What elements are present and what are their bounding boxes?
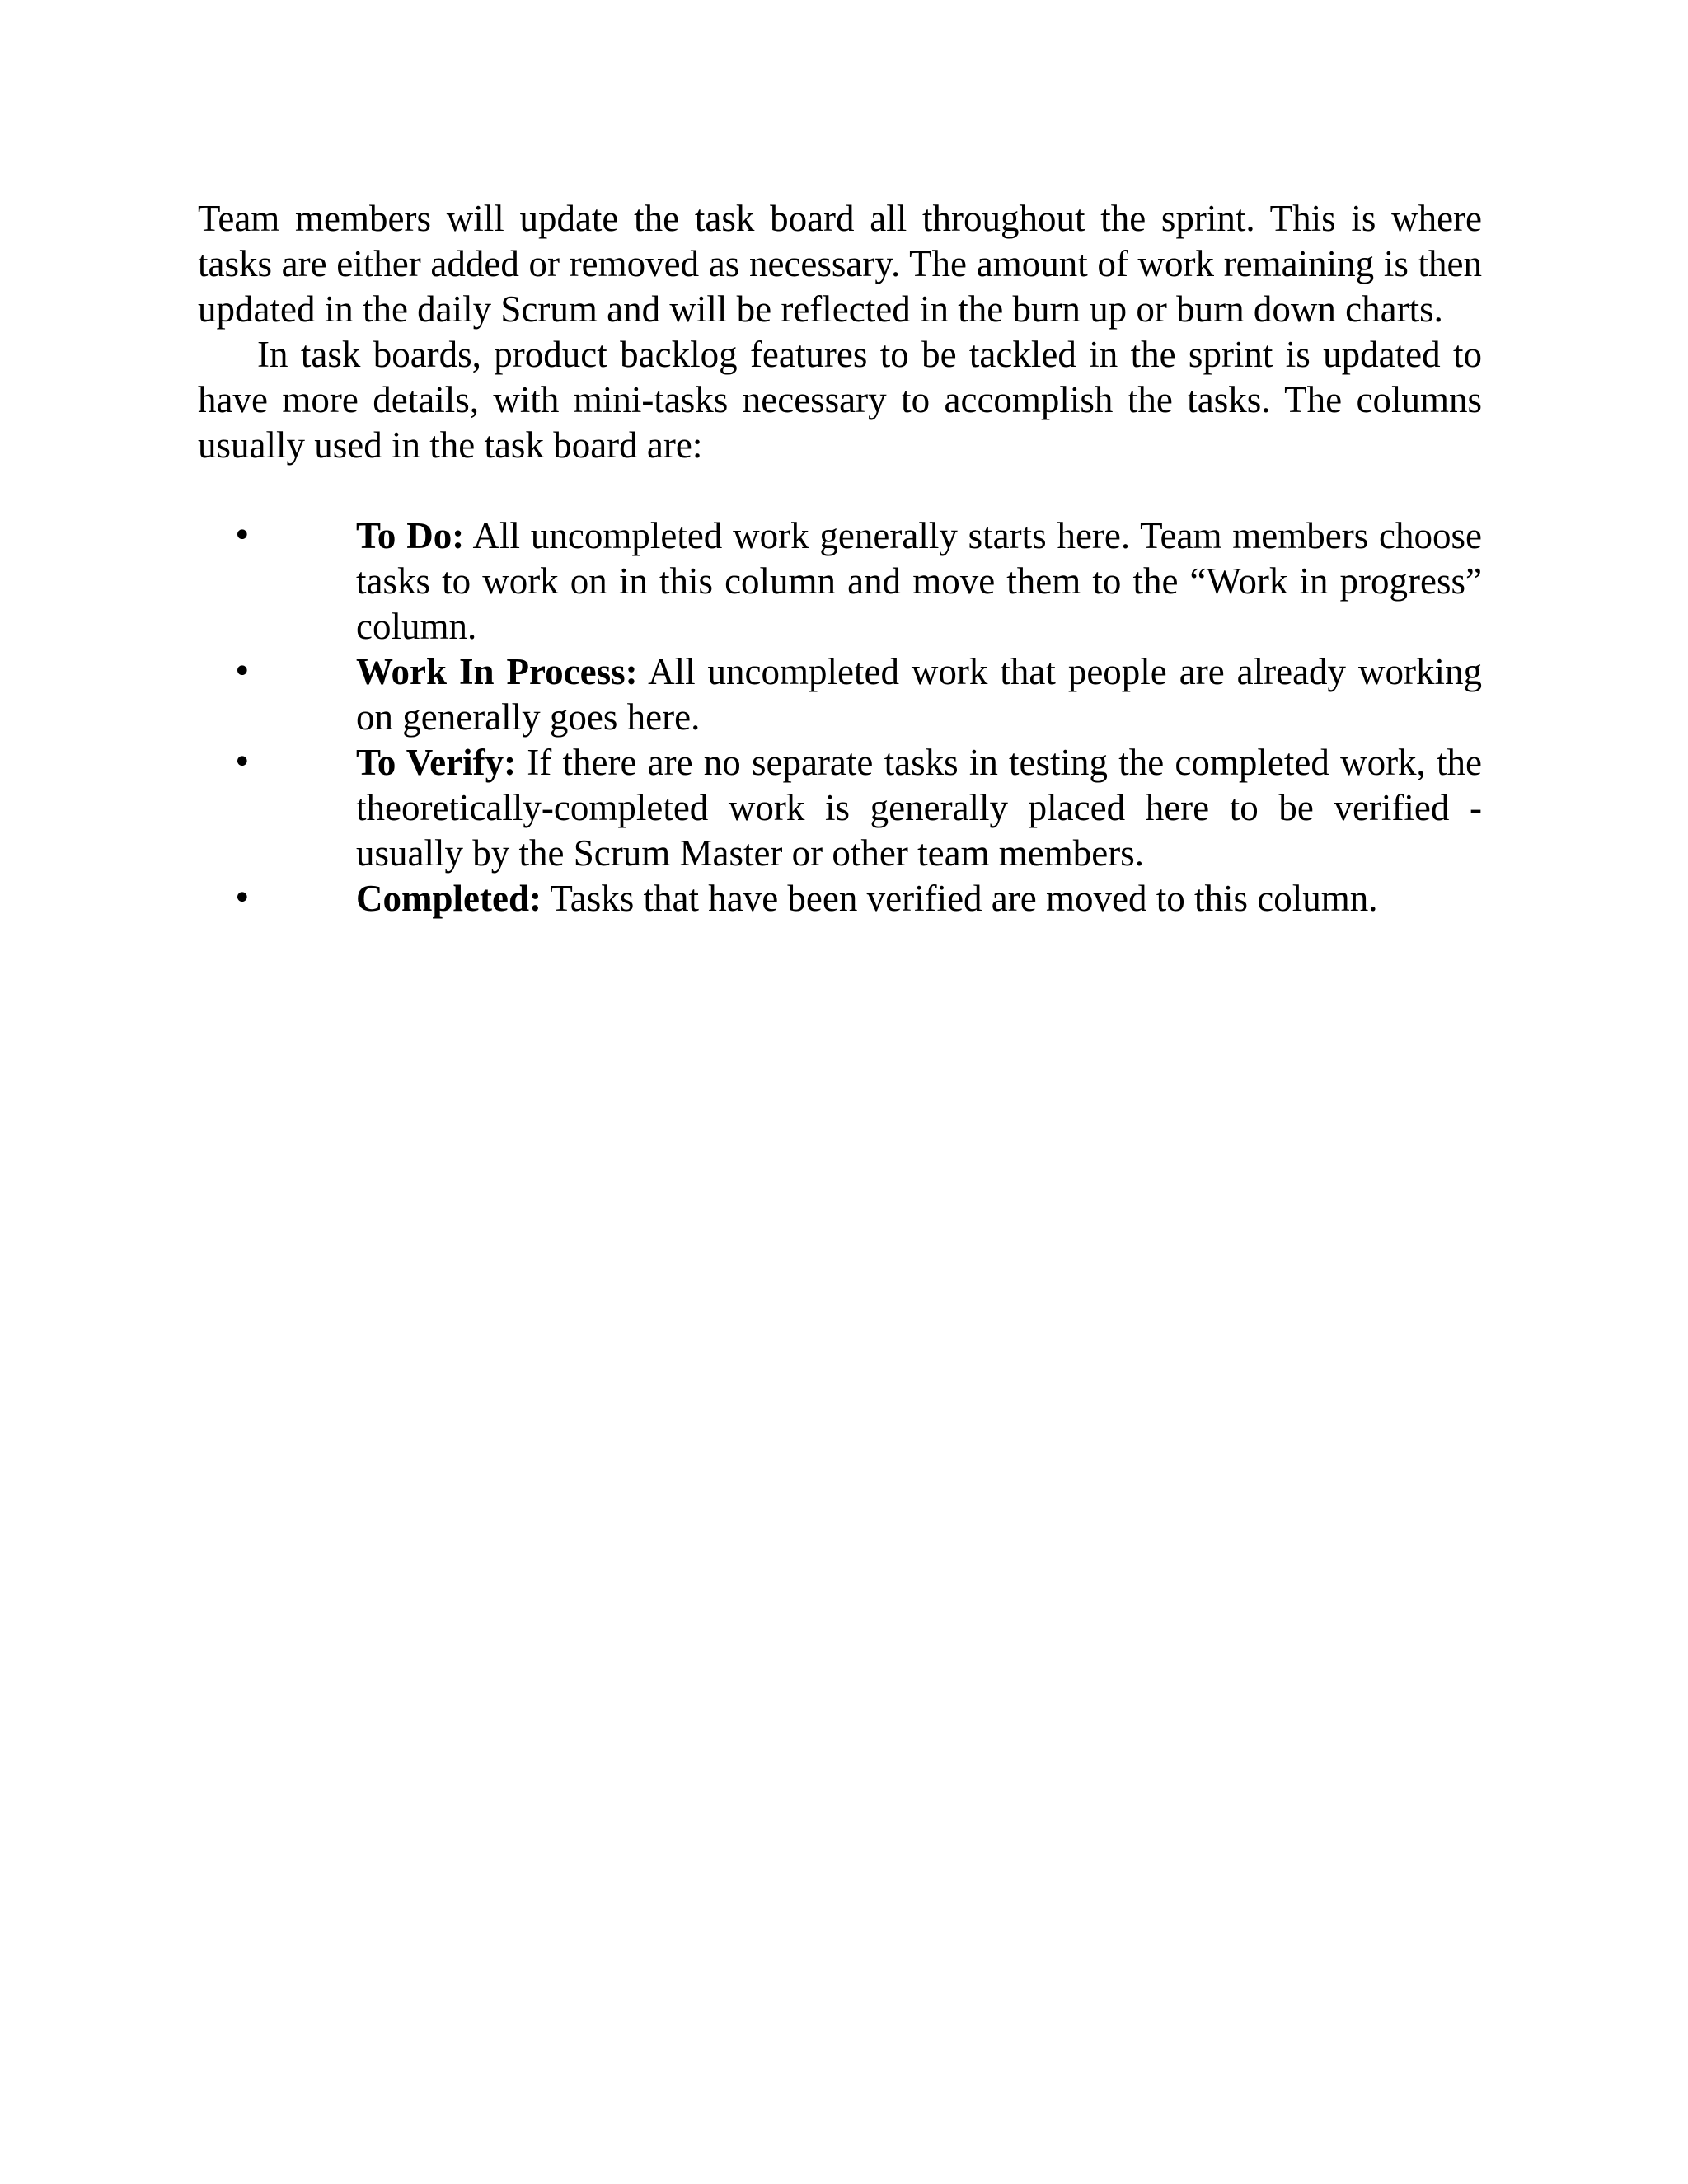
- bullet-icon: •: [232, 879, 252, 917]
- bullet-icon: •: [232, 653, 252, 691]
- list-item-text: If there are no separate tasks in testing the completed work, the theoretically-completed work is generally placed here to be verified - usually by the Scrum Master or other team members.: [356, 742, 1482, 874]
- document-body: [198, 196, 1482, 921]
- list-item-to-do: [198, 513, 1482, 649]
- list-item-term: Work In Process:: [356, 651, 638, 692]
- list-item-work-in-process: [198, 649, 1482, 740]
- bullet-icon: •: [232, 743, 252, 781]
- bullet-icon: •: [232, 517, 252, 555]
- paragraph-task-board-columns: In task boards, product backlog features to be tackled in the sprint is updated to have more details, with mini-tasks necessary to accomplish the tasks. The columns usually used in the task board are:: [198, 334, 1482, 466]
- list-item-completed: [198, 876, 1482, 921]
- list-item-text: All uncompleted work that people are already working on generally goes here.: [356, 651, 1482, 738]
- list-item-text: All uncompleted work generally starts here. Team members choose tasks to work on in this column and move them to the “Work in progress” column.: [356, 515, 1482, 647]
- task-board-columns-list: [198, 513, 1482, 921]
- list-item-term: To Do:: [356, 515, 465, 556]
- list-item-to-verify: [198, 740, 1482, 876]
- list-item-term: To Verify:: [356, 742, 517, 783]
- list-item-text: Tasks that have been verified are moved to this column.: [541, 878, 1378, 919]
- list-item-term: Completed:: [356, 878, 542, 919]
- paragraph-task-board-updates: Team members will update the task board all throughout the sprint. This is where tasks are either added or removed as necessary. The amount of work remaining is then updated in the daily Scrum and will be reflected in the burn up or burn down charts.: [198, 198, 1482, 330]
